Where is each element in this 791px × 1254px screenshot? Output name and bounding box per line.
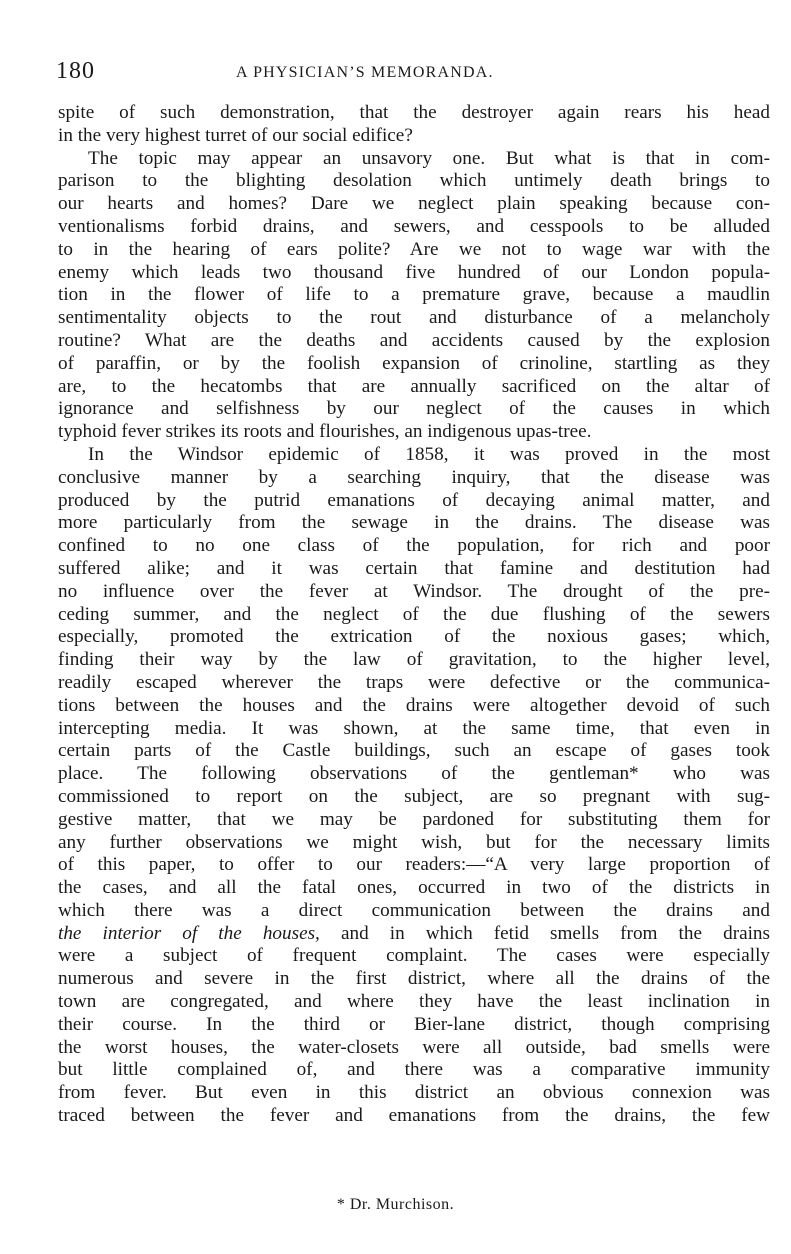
text-line: of this paper, to offer to our readers:—“A very large proportion of bbox=[58, 854, 770, 876]
text-line: our hearts and homes? Dare we neglect plain speaking because con- bbox=[58, 193, 770, 215]
text-line: numerous and severe in the first district, where all the drains of the bbox=[58, 968, 770, 990]
text-line: commissioned to report on the subject, are so pregnant with sug- bbox=[58, 785, 770, 807]
text-line: certain parts of the Castle buildings, such an escape of gases took bbox=[58, 740, 770, 762]
text-line: but little complained of, and there was a comparative immunity bbox=[58, 1059, 770, 1081]
italic-line-rest: and in which fetid smells from the drains bbox=[319, 922, 770, 944]
text-line: town are congregated, and where they have the least inclination in bbox=[58, 991, 770, 1013]
text-line: ventionalisms forbid drains, and sewers, and cesspools to be alluded bbox=[58, 215, 770, 237]
text-line: parison to the blighting desolation which untimely death brings to bbox=[58, 170, 770, 192]
text-line: confined to no one class of the population, for rich and poor bbox=[58, 535, 770, 557]
text-line: suffered alike; and it was certain that famine and destitution had bbox=[58, 557, 770, 579]
text-line: the worst houses, the water-closets were all outside, bad smells were bbox=[58, 1036, 770, 1058]
text-line: in the very highest turret of our social edifice? bbox=[58, 124, 413, 146]
footnote: * Dr. Murchison. bbox=[336, 1196, 455, 1213]
text-line: intercepting media. It was shown, at the same time, that even in bbox=[58, 717, 770, 739]
text-line: The topic may appear an unsavory one. But what is that in com- bbox=[88, 147, 770, 169]
text-line: spite of such demonstration, that the destroyer again rears his head bbox=[58, 102, 770, 123]
text-line: place. The following observations of the gentleman* who was bbox=[58, 763, 770, 785]
text-line: sentimentality objects to the rout and disturbance of a melancholy bbox=[58, 307, 770, 329]
text-line-italic bbox=[58, 923, 770, 946]
text-line: especially, promoted the extrication of the noxious gases; which, bbox=[58, 626, 770, 648]
text-line: tion in the flower of life to a premature grave, because a maudlin bbox=[58, 284, 770, 306]
text-line: tions between the houses and the drains were altogether devoid of such bbox=[58, 694, 770, 716]
text-line: ceding summer, and the neglect of the due flushing of the sewers bbox=[58, 603, 770, 625]
text-line: the cases, and all the fatal ones, occurred in two of the districts in bbox=[58, 877, 770, 899]
text-line: from fever. But even in this district an obvious connexion was bbox=[58, 1082, 770, 1104]
body-text bbox=[58, 102, 770, 1128]
text-line: In the Windsor epidemic of 1858, it was proved in the most bbox=[88, 443, 770, 465]
text-line: traced between the fever and emanations from the drains, the few bbox=[58, 1105, 770, 1127]
text-line: finding their way by the law of gravitation, to the higher level, bbox=[58, 649, 770, 671]
page-number: 180 bbox=[56, 58, 95, 84]
text-line: enemy which leads two thousand five hundred of our London popula- bbox=[58, 261, 770, 283]
text-line: their course. In the third or Bier-lane district, though comprising bbox=[58, 1013, 770, 1035]
italic-phrase: the interior of the houses, bbox=[58, 922, 320, 944]
text-line: are, to the hecatombs that are annually sacrificed on the altar of bbox=[58, 375, 770, 397]
text-line: readily escaped wherever the traps were defective or the communica- bbox=[58, 671, 770, 693]
text-line: typhoid fever strikes its roots and flourishes, an indigenous upas-tree. bbox=[58, 421, 592, 443]
text-line: produced by the putrid emanations of decaying animal matter, and bbox=[58, 489, 770, 511]
text-line: conclusive manner by a searching inquiry, that the disease was bbox=[58, 466, 770, 488]
text-line: of paraffin, or by the foolish expansion of crinoline, startling as they bbox=[58, 352, 770, 374]
text-line: no influence over the fever at Windsor. The drought of the pre- bbox=[58, 580, 770, 602]
text-line: which there was a direct communication between the drains and bbox=[58, 899, 770, 921]
text-line: more particularly from the sewage in the drains. The disease was bbox=[58, 512, 770, 534]
text-line: to in the hearing of ears polite? Are we not to wage war with the bbox=[58, 238, 770, 260]
running-head: A PHYSICIAN’S MEMORANDA. bbox=[236, 64, 494, 81]
text-line: were a subject of frequent complaint. The cases were especially bbox=[58, 945, 770, 967]
text-line: gestive matter, that we may be pardoned for substituting them for bbox=[58, 808, 770, 830]
text-line: ignorance and selfishness by our neglect of the causes in which bbox=[58, 398, 770, 420]
text-line: any further observations we might wish, but for the necessary limits bbox=[58, 831, 770, 853]
text-line: routine? What are the deaths and accidents caused by the explosion bbox=[58, 329, 770, 351]
page-header bbox=[56, 58, 766, 88]
